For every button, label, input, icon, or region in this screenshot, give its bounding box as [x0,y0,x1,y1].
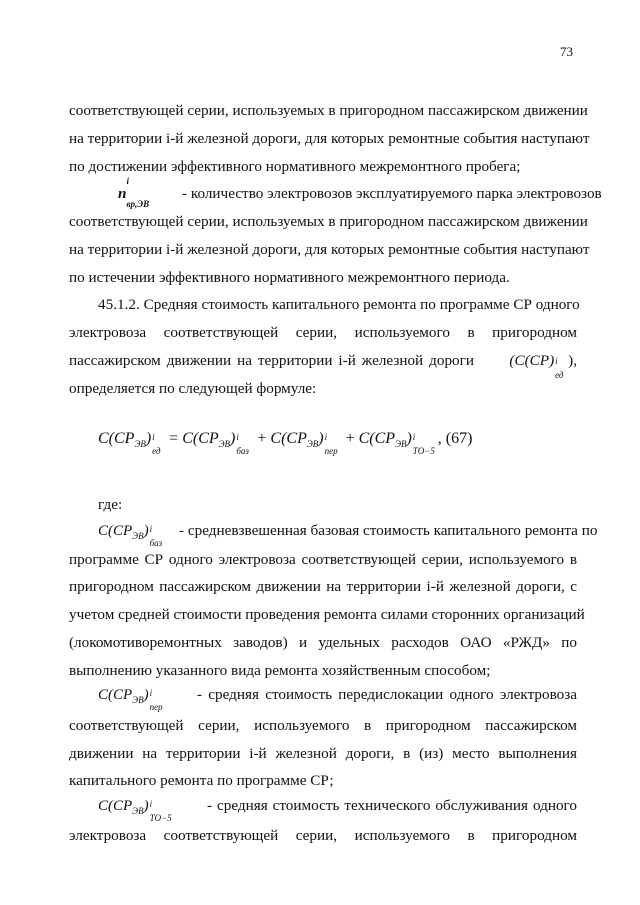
page-number: 73 [560,44,573,59]
text-line: электровоза соответствующей серии, используемого в пригородном [69,827,577,844]
formula-67: $C(CP_{ЭВ})$ i ед = $C(CP_{ЭВ})$ i баз + $C(CP_{ЭВ})$ i пер + $C(CP_{ЭВ})$ i ТО−5 , (67) [98,430,473,456]
definition-n [118,176,602,210]
text-line: пригородном пассажирском движении на территории і-й железной дороги, с [69,578,577,595]
text-line: учетом средней стоимости проведения ремонта силами сторонних организаций [69,606,585,623]
text-line: определяется по следующей формуле: [69,380,317,397]
definition-per [98,686,577,712]
symbol-c-to5: $C(CP_{ЭВ})$ i ТО−5 [98,798,172,823]
text-line: соответствующей серии, используемого в пригородном пассажирском [69,717,577,734]
text-line: соответствующей серии, используемых в пригородном пассажирском движении [69,213,588,230]
text-line: по истечении эффективного нормативного межремонтного периода. [69,269,510,286]
definition-baz [98,522,598,548]
text-line: на территории і-й железной дороги, для которых ремонтные события наступают [69,241,590,258]
text-line: (локомотиворемонтных заводов) и удельных расходов ОАО «РЖД» по [69,634,577,651]
text-line: соответствующей серии, используемых в пригородном пассажирском движении [69,102,588,119]
text-line: на территории і-й железной дороги, для которых ремонтные события наступают [69,130,590,147]
text-fragment: пассажирском движении на территории і-й железной дороги [69,352,474,369]
text-line: программе СР одного электровоза соответствующей серии, используемого в [69,551,577,568]
definition-text: - средняя стоимость передислокации одного электровоза [197,686,577,703]
text-line: капитального ремонта по программе СР; [69,772,334,789]
definition-text: - средневзвешенная базовая стоимость капитального ремонта по [179,522,598,539]
text-line: движении на территории і-й железной дороги, в (из) место выполнения [69,745,577,762]
text-line: по достижении эффективного нормативного межремонтного пробега; [69,158,521,175]
where-label: где: [98,496,123,513]
text-line: выполнению указанного вида ремонта хозяйственным способом; [69,662,491,679]
symbol-n: n i $_{вр,ЭВ}$ [118,176,150,210]
definition-to5 [98,797,577,823]
symbol-c-per: $C(CP_{ЭВ})$ i пер [98,687,163,712]
text-line: электровоза соответствующей серии, используемого в пригородном [69,324,577,341]
definition-text: - средняя стоимость технического обслуживания одного [207,797,577,814]
section-heading-line: 45.1.2. Средняя стоимость капитального ремонта по программе СР одного [98,296,580,313]
inline-symbol: (C(CP) i ед ), [509,352,577,380]
symbol-c-baz: $C(CP_{ЭВ})$ i баз [98,523,163,548]
text-line [69,352,577,380]
definition-text: - количество электровозов эксплуатируемого парка электровозов [182,185,602,202]
